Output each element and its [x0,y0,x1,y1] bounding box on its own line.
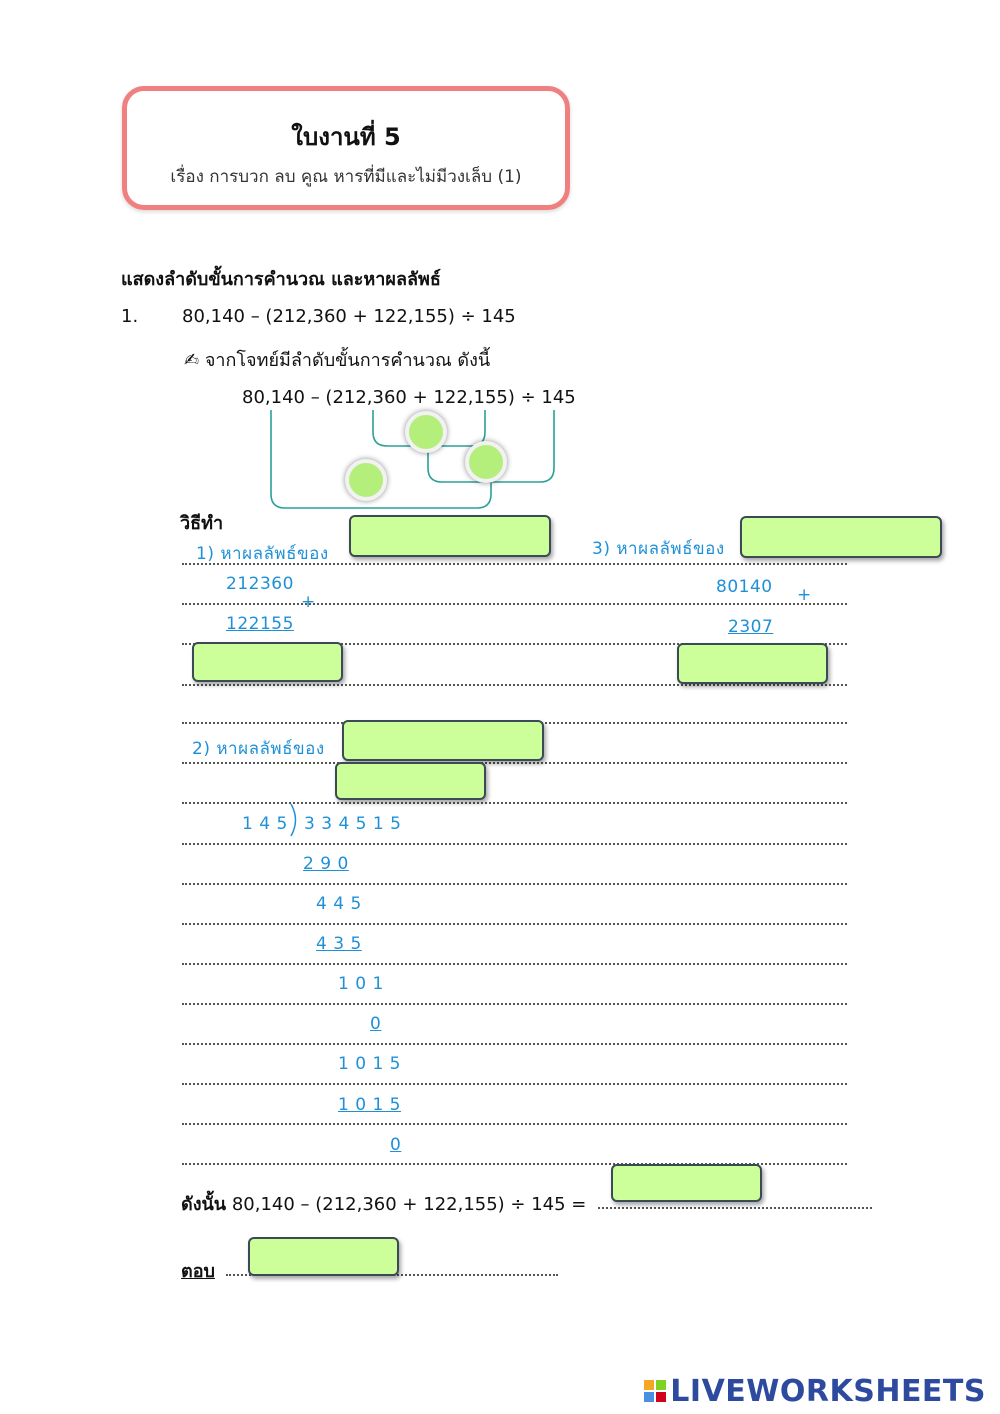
division-line-3: 4 3 5 [316,934,362,954]
long-division-bracket [288,802,302,838]
drop-target-step-1[interactable] [405,411,447,453]
liveworksheets-logo-icon [644,1375,666,1410]
conclusion-dotted-line [598,1207,872,1209]
step3-label: 3) หาผลลัพธ์ของ [592,539,725,559]
writing-line [182,883,847,885]
division-line-2: 4 4 5 [316,894,362,914]
step1-label: 1) หาผลลัพธ์ของ [196,544,329,564]
diagram-expression: 80,140 – (212,360 + 122,155) ÷ 145 [242,387,576,408]
division-line-8: 0 [390,1135,402,1155]
divisor: 1 4 5 [242,814,288,834]
step3-plus-sign: + [797,585,812,605]
writing-line [182,684,847,686]
worksheet-subtitle: เรื่อง การบวก ลบ คูณ หารที่มีและไม่มีวงเล็บ (1) [170,167,522,187]
step2-expression-input[interactable] [342,720,544,761]
drop-target-step-3[interactable] [345,459,387,501]
conclusion-prefix: ดังนั้น [181,1194,227,1215]
writing-line [182,802,847,804]
problem-expression: 80,140 – (212,360 + 122,155) ÷ 145 [182,306,516,327]
dividend: 3 3 4 5 1 5 [304,814,402,834]
method-label: วิธีทำ [180,513,224,534]
step1-result-input[interactable] [192,642,343,682]
writing-line [182,603,847,605]
answer-label: ตอบ [181,1261,215,1282]
conclusion-expression: 80,140 – (212,360 + 122,155) ÷ 145 = [231,1194,587,1215]
writing-line [182,843,847,845]
step1-top-number: 212360 [226,574,294,594]
liveworksheets-logo [644,1374,986,1410]
step3-expression-input[interactable] [740,516,942,558]
brand-name: LIVEWORKSHEETS [670,1374,986,1409]
instruction-text: แสดงลำดับขั้นการคำนวณ และหาผลลัพธ์ [121,269,441,290]
writing-line [182,762,847,764]
drop-target-step-2[interactable] [465,441,507,483]
writing-line [182,1043,847,1045]
writing-line [182,1003,847,1005]
step1-bottom-number: 122155 [226,614,294,634]
step3-result-input[interactable] [677,643,828,684]
division-line-1: 2 9 0 [303,854,349,874]
division-line-4: 1 0 1 [338,974,384,994]
division-line-7: 1 0 1 5 [338,1095,401,1115]
writing-line [182,923,847,925]
problem-number: 1. [121,306,139,327]
step3-bottom-number: 2307 [728,617,774,637]
worksheet-title: ใบงานที่ 5 [291,123,401,151]
writing-line [182,963,847,965]
conclusion-line [181,1189,586,1218]
problem-note-text: จากโจทย์มีลำดับขั้นการคำนวณ ดังนี้ [204,350,491,371]
writing-hand-icon: ✍ [184,350,200,371]
step3-top-number: 80140 [716,577,773,597]
final-answer-input[interactable] [248,1237,399,1276]
step2-result-input[interactable] [335,762,486,800]
step1-expression-input[interactable] [349,515,551,557]
writing-line [182,1123,847,1125]
division-line-5: 0 [370,1014,382,1034]
step1-plus-sign: + [301,592,316,612]
writing-line [182,1083,847,1085]
step2-label: 2) หาผลลัพธ์ของ [192,739,325,759]
division-line-6: 1 0 1 5 [338,1054,401,1074]
conclusion-answer-input[interactable] [611,1164,762,1202]
